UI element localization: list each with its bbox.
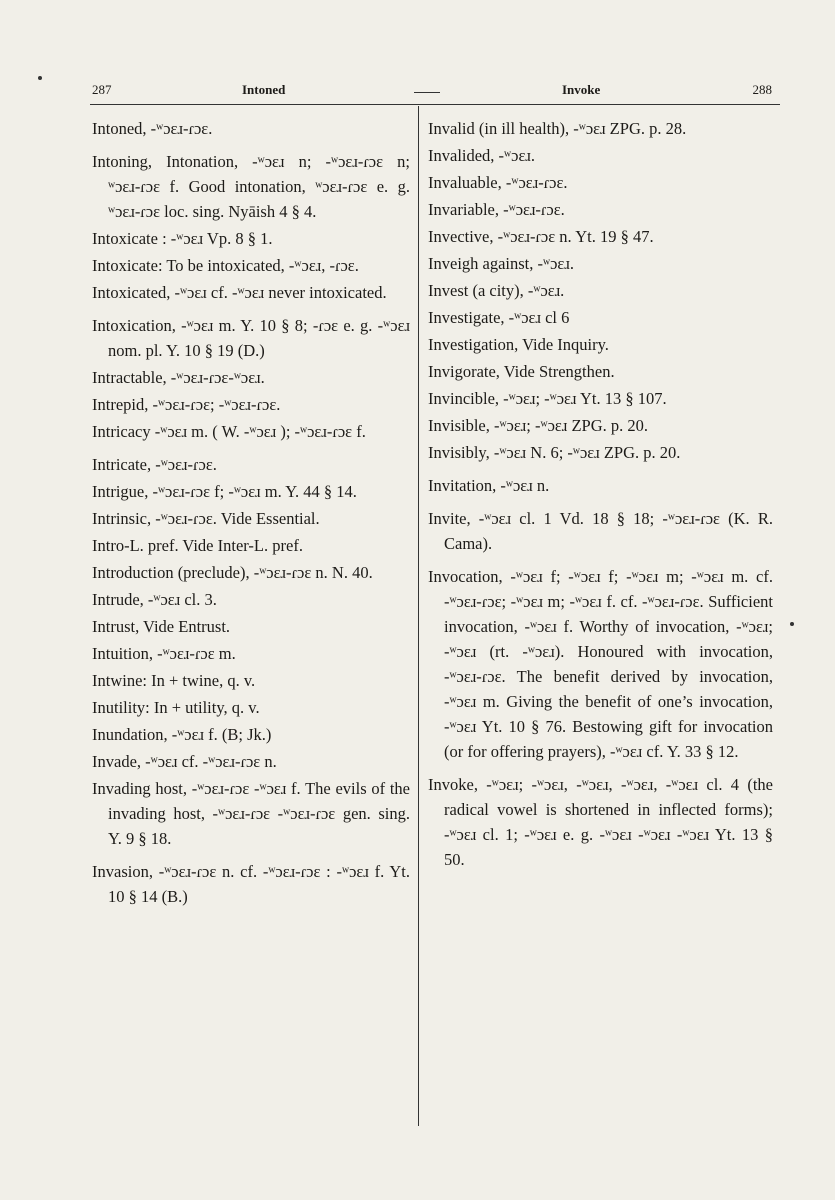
entry: Intuition, ‑ʷɔɛɹ‑ɾɔɛ m. <box>92 644 236 663</box>
entry: Invalid (in ill health), ‑ʷɔɛɹ ZPG. p. 28. <box>428 119 687 138</box>
left-page-number: 287 <box>92 82 112 97</box>
entry: Intoning, Intonation, ‑ʷɔɛɹ n; ‑ʷɔɛɹ‑ɾɔɛ n; ʷɔɛɹ‑ɾɔɛ f. Good intonation, ʷɔɛɹ‑ɾɔɛ e. g. ʷɔɛɹ‑ɾɔɛ loc. sing. Nyāish 4 § 4. <box>92 152 410 221</box>
entry: Intoxicate : ‑ʷɔɛɹ Vp. 8 § 1. <box>92 229 273 248</box>
entry: Inutility: In + utility, q. v. <box>92 698 260 717</box>
entry: Intrinsic, ‑ʷɔɛɹ‑ɾɔɛ. Vide Essential. <box>92 509 320 528</box>
entry: Inundation, ‑ʷɔɛɹ f. (B; Jk.) <box>92 725 272 744</box>
entry: Investigate, ‑ʷɔɛɹ cl 6 <box>428 308 570 327</box>
entry: Intrust, Vide Entrust. <box>92 617 231 636</box>
speck-mark <box>38 76 42 80</box>
entry: Invocation, ‑ʷɔɛɹ f; ‑ʷɔɛɹ f; ‑ʷɔɛɹ m; ‑ʷɔɛɹ m. cf. ‑ʷɔɛɹ‑ɾɔɛ; ‑ʷɔɛɹ m; ‑ʷɔɛɹ f. cf. ‑ʷɔɛɹ‑ɾɔɛ. Sufficient invocation, ‑ʷɔɛɹ f. Worthy of invocation, ‑ʷɔɛɹ; ‑ʷɔɛɹ (rt. ‑ʷɔɛɹ). Honoured with invocation, ‑ʷɔɛɹ‑ɾɔɛ. The benefit derived by invocation, ‑ʷɔɛɹ m. Giving the benefit of one’s invocation, ‑ʷɔɛɹ Yt. 10 § 76. Bestowing gift for invocation (or for offering prayers), ‑ʷɔɛɹ cf. Y. 33 § 12. <box>428 567 773 761</box>
entry: Invite, ‑ʷɔɛɹ cl. 1 Vd. 18 § 18; ‑ʷɔɛɹ‑ɾɔɛ (K. R. Cama). <box>428 509 773 553</box>
entry: Intoxicate: To be intoxicated, ‑ʷɔɛɹ, ‑ɾɔɛ. <box>92 256 359 275</box>
entry: Invincible, ‑ʷɔɛɹ; ‑ʷɔɛɹ Yt. 13 § 107. <box>428 389 667 408</box>
right-headword: Invoke <box>562 82 601 97</box>
entry: Intwine: In + twine, q. v. <box>92 671 256 690</box>
entry: Intractable, ‑ʷɔɛɹ‑ɾɔɛ‑ʷɔɛɹ. <box>92 368 265 387</box>
entry: Invariable, ‑ʷɔɛɹ‑ɾɔɛ. <box>428 200 565 219</box>
entry: Inveigh against, ‑ʷɔɛɹ. <box>428 254 574 273</box>
entry: Invaluable, ‑ʷɔɛɹ‑ɾɔɛ. <box>428 173 568 192</box>
entry: Invigorate, Vide Strengthen. <box>428 362 615 381</box>
entry: Invective, ‑ʷɔɛɹ‑ɾɔɛ n. Yt. 19 § 47. <box>428 227 654 246</box>
left-column <box>92 116 410 911</box>
entry: Invitation, ‑ʷɔɛɹ n. <box>428 476 550 495</box>
entry: Intrigue, ‑ʷɔɛɹ‑ɾɔɛ f; ‑ʷɔɛɹ m. Y. 44 § 14. <box>92 482 357 501</box>
entry: Invading host, ‑ʷɔɛɹ‑ɾɔɛ ‑ʷɔɛɹ f. The evils of the invading host, ‑ʷɔɛɹ‑ɾɔɛ ‑ʷɔɛɹ‑ɾɔɛ gen. sing. Y. 9 § 18. <box>92 779 410 848</box>
entry: Invisible, ‑ʷɔɛɹ; ‑ʷɔɛɹ ZPG. p. 20. <box>428 416 648 435</box>
column-divider <box>418 106 419 1126</box>
right-page-number: 288 <box>752 82 772 97</box>
entry: Intro-L. pref. Vide Inter-L. pref. <box>92 536 303 555</box>
entry: Intoned, ‑ʷɔɛɹ‑ɾɔɛ. <box>92 119 213 138</box>
entry: Intricacy ‑ʷɔɛɹ m. ( W. ‑ʷɔɛɹ ); ‑ʷɔɛɹ‑ɾɔɛ f. <box>92 422 366 441</box>
entry: Investigation, Vide Inquiry. <box>428 335 609 354</box>
entry: Invisibly, ‑ʷɔɛɹ N. 6; ‑ʷɔɛɹ ZPG. p. 20. <box>428 443 681 462</box>
entry: Invoke, ‑ʷɔɛɹ; ‑ʷɔɛɹ, ‑ʷɔɛɹ, ‑ʷɔɛɹ, ‑ʷɔɛɹ cl. 4 (the radical vowel is shortened in inflected forms); ‑ʷɔɛɹ cl. 1; ‑ʷɔɛɹ e. g. ‑ʷɔɛɹ ‑ʷɔɛɹ ‑ʷɔɛɹ Yt. 13 § 50. <box>428 775 773 869</box>
entry: Intoxicated, ‑ʷɔɛɹ cf. ‑ʷɔɛɹ never intoxicated. <box>92 283 387 302</box>
header-rule <box>90 104 780 105</box>
speck-mark <box>790 622 794 626</box>
entry: Intrepid, ‑ʷɔɛɹ‑ɾɔɛ; ‑ʷɔɛɹ‑ɾɔɛ. <box>92 395 281 414</box>
entry: Invalided, ‑ʷɔɛɹ. <box>428 146 535 165</box>
right-column <box>428 116 773 874</box>
entry: Intrude, ‑ʷɔɛɹ cl. 3. <box>92 590 217 609</box>
entry: Invest (a city), ‑ʷɔɛɹ. <box>428 281 565 300</box>
running-header <box>92 82 772 106</box>
entry: Invade, ‑ʷɔɛɹ cf. ‑ʷɔɛɹ‑ɾɔɛ n. <box>92 752 277 771</box>
header-dash <box>414 92 440 93</box>
entry: Intricate, ‑ʷɔɛɹ‑ɾɔɛ. <box>92 455 217 474</box>
entry: Introduction (preclude), ‑ʷɔɛɹ‑ɾɔɛ n. N. 40. <box>92 563 373 582</box>
entry: Intoxication, ‑ʷɔɛɹ m. Y. 10 § 8; ‑ɾɔɛ e. g. ‑ʷɔɛɹ nom. pl. Y. 10 § 19 (D.) <box>92 316 410 360</box>
entry: Invasion, ‑ʷɔɛɹ‑ɾɔɛ n. cf. ‑ʷɔɛɹ‑ɾɔɛ : ‑ʷɔɛɹ f. Yt. 10 § 14 (B.) <box>92 862 410 906</box>
left-headword: Intoned <box>242 82 286 97</box>
